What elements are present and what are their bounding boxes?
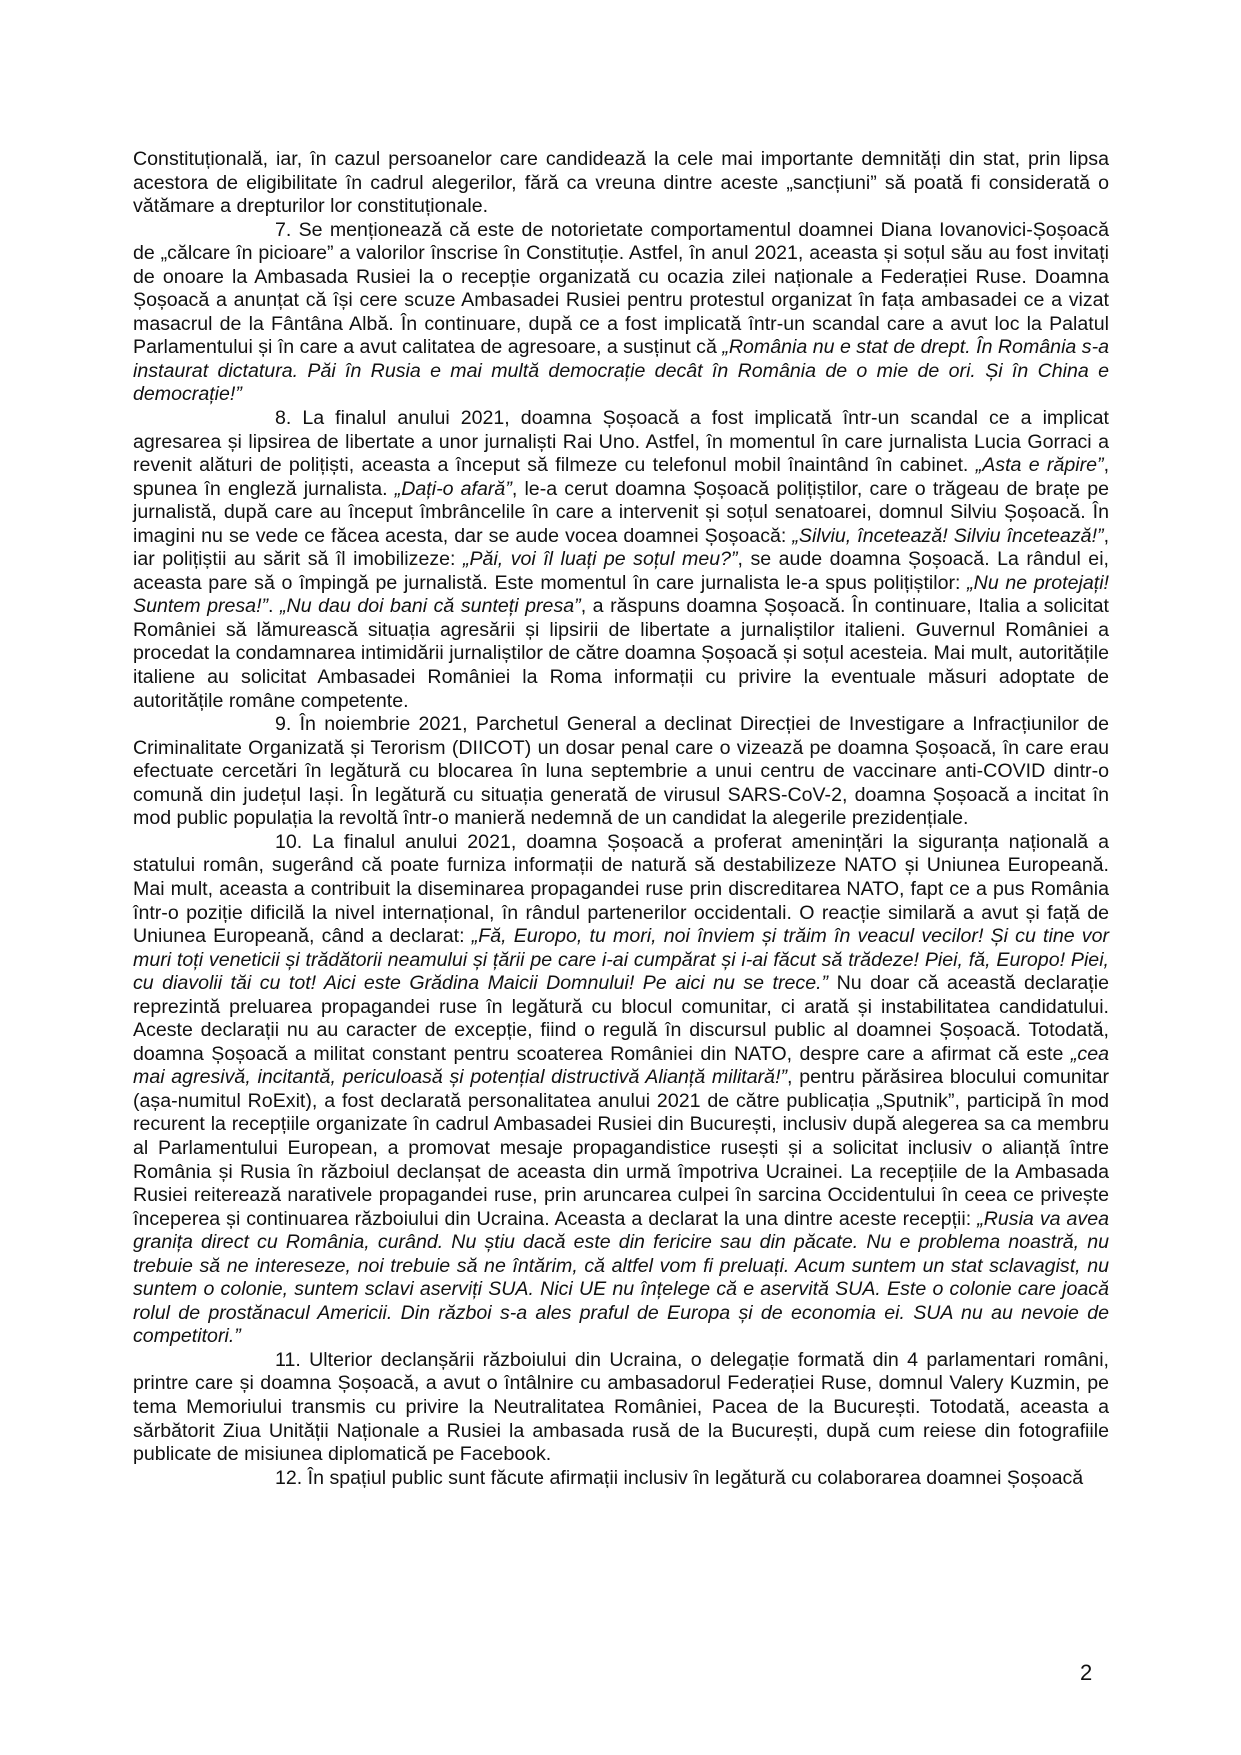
text-segment: 9. În noiembrie 2021, Parchetul General a declinat Direcției de Investigare a Infracțiunilor de Criminalitate Organizată și Terorism (DIICOT) un dosar penal care o vizează pe doamna Șoșoacă, în care erau efectuate cercetări în legătură cu blocarea în luna septembrie a unui centru de vaccinare anti-COVID dintr-o comună din județul Iași. În legătură cu situația generată de virusul SARS-CoV-2, doamna Șoșoacă a incitat în mod public populația la revoltă într-o manieră nedemnă de un candidat la alegerile prezidențiale.: [133, 713, 1109, 830]
text-segment: , a răspuns doamna Șoșoacă. În continuare, Italia a solicitat României să lămurească situația agresării și lipsirii de libertate a jurnaliștilor italieni. Guvernul României a procedat la condamnarea intimidării jurnaliștilor de către doamna Șoșoacă și soțul acesteia. Mai mult, autoritățile italiene au solicitat Ambasadei României la Roma informații cu privire la eventuale măsuri adoptate de autoritățile române competente.: [133, 595, 1109, 712]
quote-segment: „Nu dau doi bani că sunteți presa”: [280, 595, 581, 618]
page-number: 2: [1080, 1660, 1093, 1685]
text-segment: 7. Se menționează că este de notorietate comportamentul doamnei Diana Iovanovici-Șoșoacă de „călcare în picioare” a valorilor înscrise în Constituție. Astfel, în anul 2021, aceasta și soțul său au fost invitați de onoare la Ambasada Rusiei la o recepție organizată cu ocazia zilei naționale a Federației Ruse. Doamna Șoșoacă a anunțat că își cere scuze Ambasadei Rusiei pentru protestul organizat în fața ambasadei ce a vizat masacrul de la Fântâna Albă. În continuare, după ce a fost implicată într-un scandal care a avut loc la Palatul Parlamentului și în care a avut calitatea de agresoare, a susținut că: [133, 218, 1109, 359]
text-segment: Nu doar că această declarație reprezintă preluarea propagandei ruse în legătură cu blocul comunitar, ci arată și instabilitatea candidatului. Aceste declarații nu au caracter de excepție, fiind o regulă în discursul public al doamnei Șoșoacă. Totodată, doamna Șoșoacă a militat constant pentru scoaterea României din NATO, despre care a afirmat că este: [133, 972, 1109, 1065]
quote-segment: „Silviu, încetează! Silviu încetează!”: [792, 524, 1104, 547]
paragraph-8: [133, 407, 1109, 713]
text-segment: 11. Ulterior declanșării războiului din Ucraina, o delegație formată din 4 parlamentari români, printre care și doamna Șoșoacă, a avut o întâlnire cu ambasadorul Federației Ruse, domnul Valery Kuzmin, pe tema Memoriului transmis cu privire la Neutralitatea României, Pacea de la București. Totodată, aceasta a sărbătorit Ziua Unității Naționale a Rusiei la ambasada rusă de la București, după cum reiese din fotografiile publicate de misiunea diplomatică pe Facebook.: [133, 1348, 1109, 1466]
quote-segment: „Asta e răpire”: [975, 454, 1104, 477]
text-segment: , se aude doamna Șoșoacă. La rândul ei, aceasta pare să o împingă pe jurnalistă. Este momentul în care jurnalista le-a spus polițiștilor:: [133, 548, 1109, 594]
paragraph-12: [133, 1467, 1109, 1491]
text-segment: , le-a cerut doamna Șoșoacă polițiștilor, care o trăgeau de brațe pe jurnalistă, după care au început îmbrâncelile în care a intervenit și soțul senatoarei, domnul Silviu Șoșoacă. În imagini nu se vede ce făcea acesta, dar se aude vocea doamnei Șoșoacă:: [133, 477, 1109, 547]
paragraph-10: [133, 831, 1109, 1349]
quote-segment: „cea mai agresivă, incitantă, periculoasă și potențial distructivă Alianță militară!”: [133, 1042, 1109, 1089]
text-segment: , spunea în engleză jurnalista.: [133, 454, 1110, 500]
text-segment: Constituțională, iar, în cazul persoanelor care candidează la cele mai importante demnități din stat, prin lipsa acestora de eligibilitate în cadrul alegerilor, fără ca vreuna dintre aceste „sancțiuni” să poată fi considerată o vătămare a drepturilor lor constituționale.: [133, 148, 1109, 218]
text-segment: 12. În spațiul public sunt făcute afirmații inclusiv în legătură cu colaborarea doamnei Șoșoacă: [275, 1466, 1084, 1489]
paragraph-6-continuation: [133, 148, 1109, 219]
quote-segment: „Păi, voi îl luați pe soțul meu?”: [462, 548, 738, 571]
document-body: [133, 148, 1109, 1490]
paragraph-7: [133, 219, 1109, 407]
text-segment: , iar polițiștii au sărit să îl imobilizeze:: [133, 524, 1110, 571]
quote-segment: „Dați-o afară”: [394, 477, 512, 500]
paragraph-11: [133, 1349, 1109, 1467]
text-segment: 8. La finalul anului 2021, doamna Șoșoacă a fost implicată într-un scandal ce a implicat agresarea și lipsirea de libertate a unor jurnaliști Rai Uno. Astfel, în momentul în care jurnalista Lucia Gorraci a revenit alături de polițiști, aceasta a început să filmeze cu telefonul mobil înaintând în cabinet.: [133, 407, 1109, 477]
quote-segment: „România nu e stat de drept. În România s-a instaurat dictatura. Păi în Rusia e mai multă democrație decât în România de o mie de ori. Și în China e democrație!”: [133, 336, 1109, 406]
quote-segment: „Rusia va avea granița direct cu România, curând. Nu știu dacă este din fericire sau din păcate. Nu e problema noastră, nu trebuie să ne intereseze, noi trebuie să ne întărim, că altfel vom fi preluați. Acum suntem un stat sclavagist, nu suntem o colonie, suntem sclavi aserviți SUA. Nici UE nu înțelege că e aservită SUA. Este o colonie care joacă rolul de prostănacul Americii. Din război s-a ales praful de Europa și de economia ei. SUA nu au nevoie de competitori.”: [133, 1207, 1109, 1348]
quote-segment: „Fă, Europo, tu mori, noi înviem și trăim în veacul vecilor! Și cu tine vor muri toți veneticii și trădătorii neamului și țării pe care i-ai cumpărat și i-ai făcut să trădeze! Piei, fă, Europo! Piei, cu diavolii tăi cu tot! Aici este Grădina Maicii Domnului! Pe aici nu se trece.”: [133, 925, 1110, 995]
text-segment: .: [268, 595, 281, 618]
text-segment: 10. La finalul anului 2021, doamna Șoșoacă a proferat amenințări la siguranța națională a statului român, sugerând că poate furniza informații de natură să destabilizeze NATO și Uniunea Europeană. Mai mult, aceasta a contribuit la diseminarea propagandei ruse prin discreditarea NATO, fapt ce a pus România într-o poziție dificilă la nivel internațional, în rândul partenerilor occidentali. O reacție similară a avut și față de Uniunea Europeană, când a declarat:: [133, 830, 1109, 948]
text-segment: , pentru părăsirea blocului comunitar (așa-numitul RoExit), a fost declarată personalitatea anului 2021 de către publicația „Sputnik”, participă în mod recurent la recepțiile organizate în cadrul Ambasadei Rusiei din București, inclusiv după alegerea sa ca membru al Parlamentului European, a promovat mesaje propagandistice rusești și a solicitat inclusiv o alianță între România și Rusia în războiul declanșat de aceasta din urmă împotriva Ucrainei. La recepțiile de la Ambasada Rusiei reiterează narativele propagandei ruse, prin aruncarea culpei în sarcina Occidentului în ceea ce privește începerea și continuarea războiului din Ucraina. Aceasta a declarat la una dintre aceste recepții:: [133, 1066, 1110, 1230]
paragraph-9: [133, 713, 1109, 831]
quote-segment: „Nu ne protejați! Suntem presa!”: [133, 571, 1109, 618]
